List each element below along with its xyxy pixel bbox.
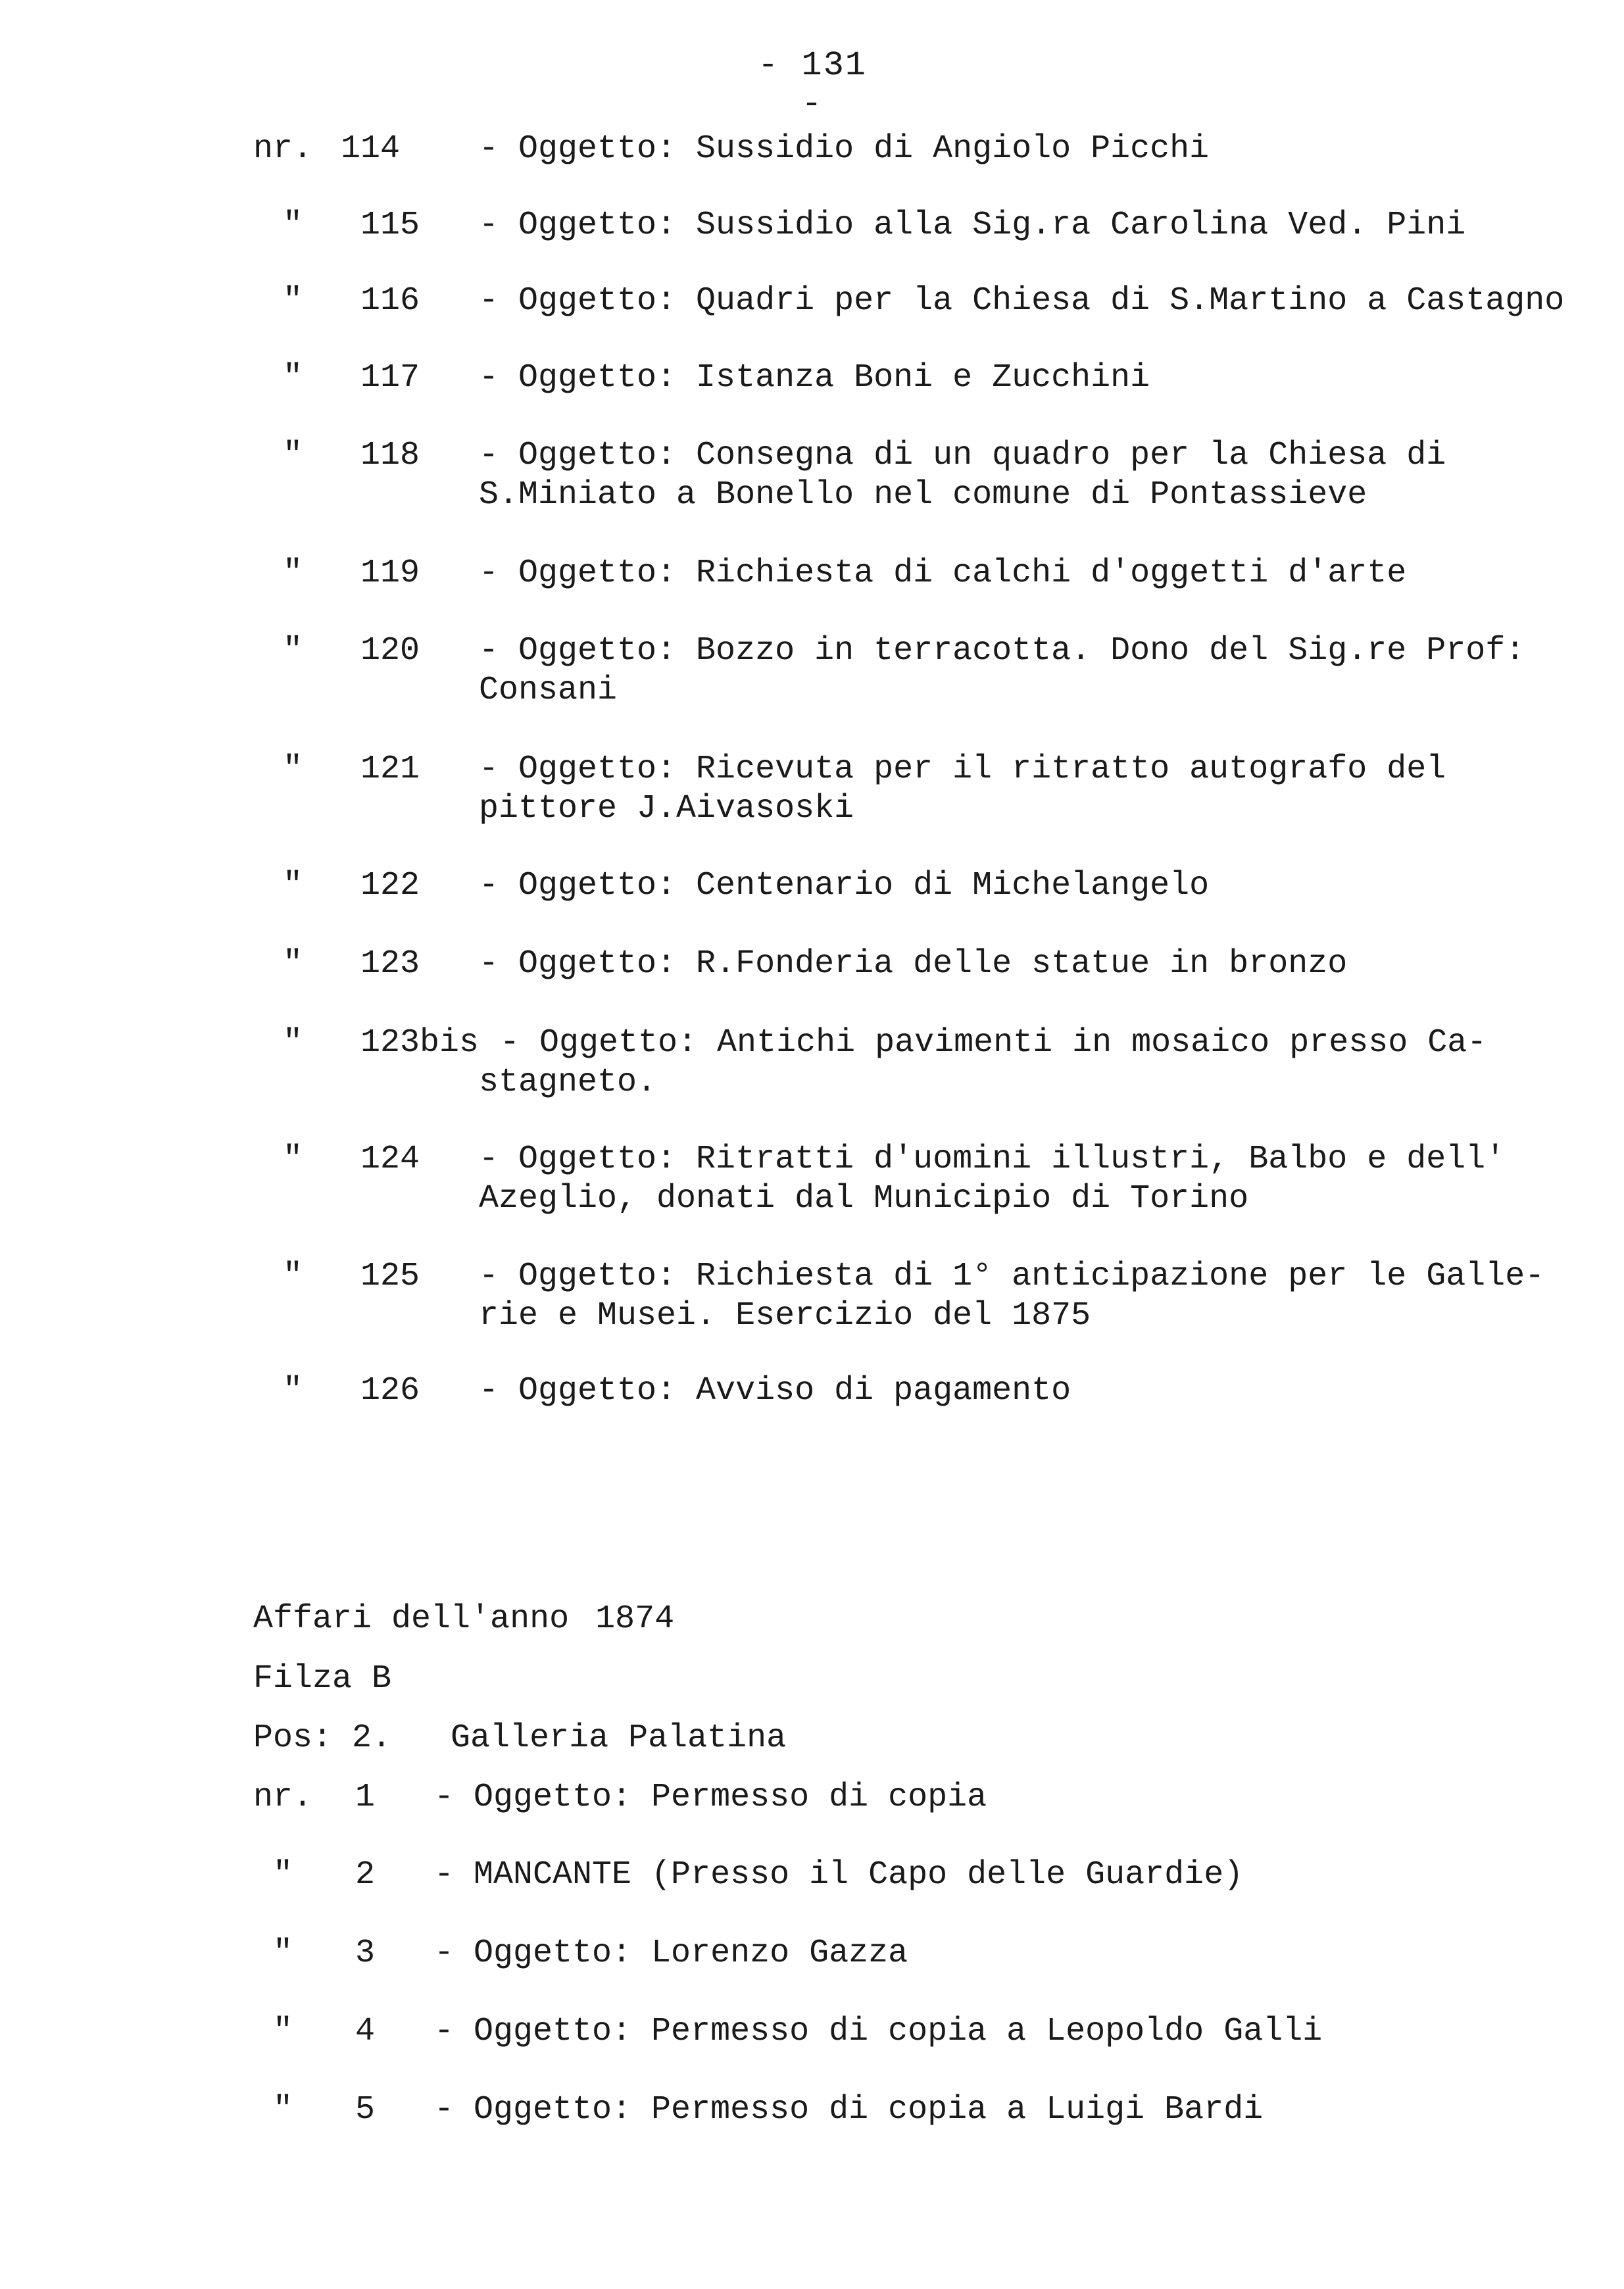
entry-text: - Oggetto: Permesso di copia — [434, 1779, 987, 1816]
section-header-year — [253, 1600, 674, 1639]
entry-number: 4 — [355, 2013, 376, 2050]
section-year-label: Affari dell'anno — [253, 1600, 570, 1638]
section-position-label: Pos: 2. — [253, 1719, 392, 1757]
entry-prefix: " — [283, 359, 303, 397]
entry-number: 115 — [360, 207, 420, 244]
entry-text: - Oggetto: Permesso di copia a Luigi Bardi — [434, 2091, 1264, 2129]
section-year-value: 1874 — [595, 1600, 675, 1638]
entry-number: 116 — [360, 282, 420, 320]
entry-text-continued: rie e Musei. Esercizio del 1875 — [479, 1297, 1091, 1335]
entry-number: 117 — [360, 359, 420, 397]
entry-number: 120 — [360, 632, 420, 670]
entry-number: 1 — [355, 1779, 376, 1816]
section-header-filza — [253, 1660, 391, 1699]
entry-number: 121 — [360, 751, 420, 788]
entry-prefix: " — [283, 437, 303, 474]
entry-text: - Oggetto: Centenario di Michelangelo — [479, 867, 1210, 904]
entry-prefix: nr. — [253, 130, 313, 168]
entry-prefix: " — [283, 1258, 303, 1295]
entry-text-continued: S.Miniato a Bonello nel comune di Pontassieve — [479, 476, 1367, 514]
entry-number: 124 — [360, 1141, 420, 1178]
entry-prefix: " — [283, 945, 303, 983]
entry-prefix: " — [273, 2091, 293, 2129]
entry-number: 126 — [360, 1372, 420, 1410]
section-filza: Filza B — [253, 1660, 392, 1698]
entry-number: 2 — [355, 1856, 376, 1894]
entry-text: - Oggetto: Ricevuta per il ritratto autografo del — [479, 751, 1446, 788]
entry-prefix: " — [283, 1372, 303, 1410]
entry-number: 123bis — [360, 1024, 480, 1062]
entry-text: - MANCANTE (Presso il Capo delle Guardie) — [434, 1856, 1244, 1894]
entry-prefix: " — [273, 2013, 293, 2050]
entry-prefix: " — [283, 554, 303, 592]
entry-prefix: " — [283, 867, 303, 904]
entry-prefix: " — [283, 632, 303, 670]
entry-text: - Oggetto: Antichi pavimenti in mosaico presso Ca- — [500, 1024, 1487, 1062]
entry-prefix: " — [283, 207, 303, 244]
entry-number: 5 — [355, 2091, 376, 2129]
entry-text: - Oggetto: Istanza Boni e Zucchini — [479, 359, 1150, 397]
entry-text-continued: Consani — [479, 672, 618, 709]
page-number: - 131 - — [757, 46, 868, 124]
section-header-position — [253, 1719, 786, 1758]
entry-prefix: " — [273, 1934, 293, 1972]
entry-prefix: " — [283, 751, 303, 788]
entry-text: - Oggetto: Ritratti d'uomini illustri, Balbo e dell' — [479, 1141, 1506, 1178]
entry-prefix: nr. — [253, 1779, 313, 1816]
entry-text: - Oggetto: Permesso di copia a Leopoldo Galli — [434, 2013, 1323, 2050]
entry-text-continued: pittore J.Aivasoski — [479, 790, 854, 827]
entry-text: - Oggetto: Lorenzo Gazza — [434, 1934, 908, 1972]
entry-text-continued: Azeglio, donati dal Municipio di Torino — [479, 1180, 1249, 1218]
entry-text: - Oggetto: Richiesta di calchi d'oggetti d'arte — [479, 554, 1407, 592]
entry-prefix: " — [283, 282, 303, 320]
entry-text: - Oggetto: Quadri per la Chiesa di S.Martino a Castagno — [479, 282, 1565, 320]
entry-number: 114 — [341, 130, 401, 168]
section-position-value: Galleria Palatina — [451, 1719, 787, 1757]
entry-text: - Oggetto: Richiesta di 1° anticipazione per le Galle- — [479, 1258, 1545, 1295]
entry-text: - Oggetto: Sussidio di Angiolo Picchi — [479, 130, 1210, 168]
entry-text: - Oggetto: Avviso di pagamento — [479, 1372, 1071, 1410]
entry-prefix: " — [283, 1024, 303, 1062]
entry-text: - Oggetto: Consegna di un quadro per la Chiesa di — [479, 437, 1446, 474]
entry-number: 3 — [355, 1934, 376, 1972]
entry-number: 118 — [360, 437, 420, 474]
entry-number: 123 — [360, 945, 420, 983]
entry-text: - Oggetto: Bozzo in terracotta. Dono del Sig.re Prof: — [479, 632, 1525, 670]
entry-prefix: " — [273, 1856, 293, 1894]
entry-text-continued: stagneto. — [479, 1064, 657, 1101]
entry-text: - Oggetto: Sussidio alla Sig.ra Carolina Ved. Pini — [479, 207, 1466, 244]
entry-prefix: " — [283, 1141, 303, 1178]
entry-text: - Oggetto: R.Fonderia delle statue in bronzo — [479, 945, 1348, 983]
entry-number: 119 — [360, 554, 420, 592]
entry-number: 122 — [360, 867, 420, 904]
entry-number: 125 — [360, 1258, 420, 1295]
